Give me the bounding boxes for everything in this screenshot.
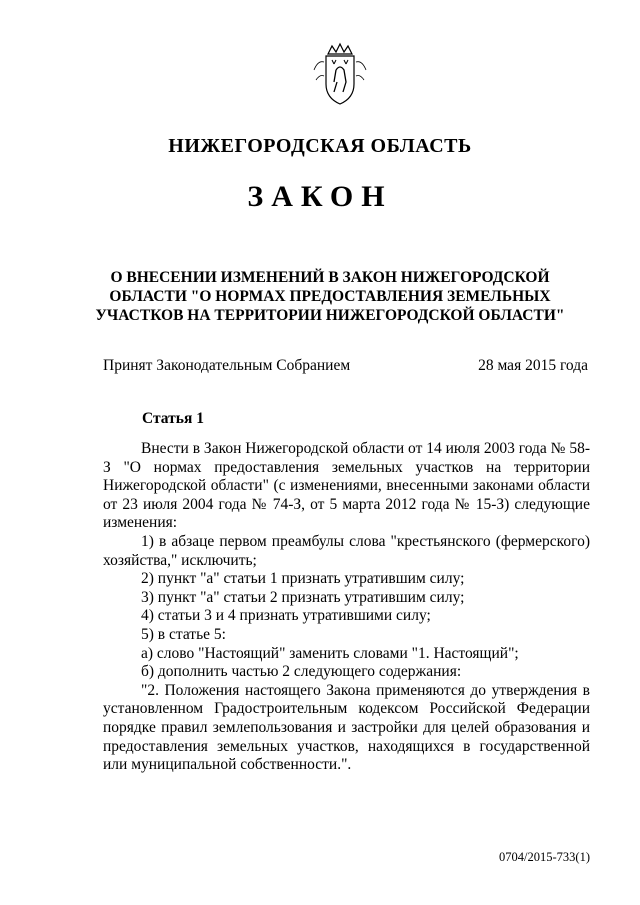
adopted-by-text: Принят Законодательным Собранием — [103, 357, 351, 374]
adoption-date: 28 мая 2015 года — [478, 357, 588, 374]
article-item: 1) в абзаце первом преамбулы слова "крестьянского (фермерского) хозяйства," исключить; — [103, 532, 590, 569]
article-item: 2) пункт "а" статьи 1 признать утратившим силу; — [141, 570, 465, 588]
document-type-title: ЗАКОН — [247, 180, 393, 213]
article-intro-paragraph: Внести в Закон Нижегородской области от 14 июля 2003 года № 58-З "О нормах предоставления земельных участков на территории Нижегородской области" (с изменениями, внесенными законами области от 23 июля 2004 года № 74-З, от 5 марта 2012 года № 15-З) следующие изменения: — [103, 440, 590, 532]
article-title: Статья 1 — [142, 410, 204, 427]
article-body — [103, 440, 590, 775]
article-subitem: б) дополнить частью 2 следующего содержания: — [141, 663, 462, 681]
coat-of-arms-icon — [310, 40, 370, 110]
article-quoted-text: "2. Положения настоящего Закона применяются до утверждения в установленном Градостроительным кодексом Российской Федерации порядке правил землепользования и застройки для целей образования и предоставления земельных участков, находящихся в государственной или муниципальной собственности.". — [103, 681, 590, 774]
document-code: 0704/2015-733(1) — [499, 850, 590, 864]
article-item: 4) статьи 3 и 4 признать утратившими силу; — [141, 607, 431, 625]
article-item: 3) пункт "а" статьи 2 признать утратившим силу; — [141, 588, 465, 606]
law-name-heading: О ВНЕСЕНИИ ИЗМЕНЕНИЙ В ЗАКОН НИЖЕГОРОДСКОЙ ОБЛАСТИ "О НОРМАХ ПРЕДОСТАВЛЕНИЯ ЗЕМЕЛЬНЫХ УЧАСТКОВ НА ТЕРРИТОРИИ НИЖЕГОРОДСКОЙ ОБЛАСТИ" — [95, 269, 565, 324]
article-subitem: а) слово "Настоящий" заменить словами "1. Настоящий"; — [141, 644, 519, 662]
article-item: 5) в статье 5: — [141, 625, 226, 643]
region-title: НИЖЕГОРОДСКАЯ ОБЛАСТЬ — [168, 135, 472, 157]
